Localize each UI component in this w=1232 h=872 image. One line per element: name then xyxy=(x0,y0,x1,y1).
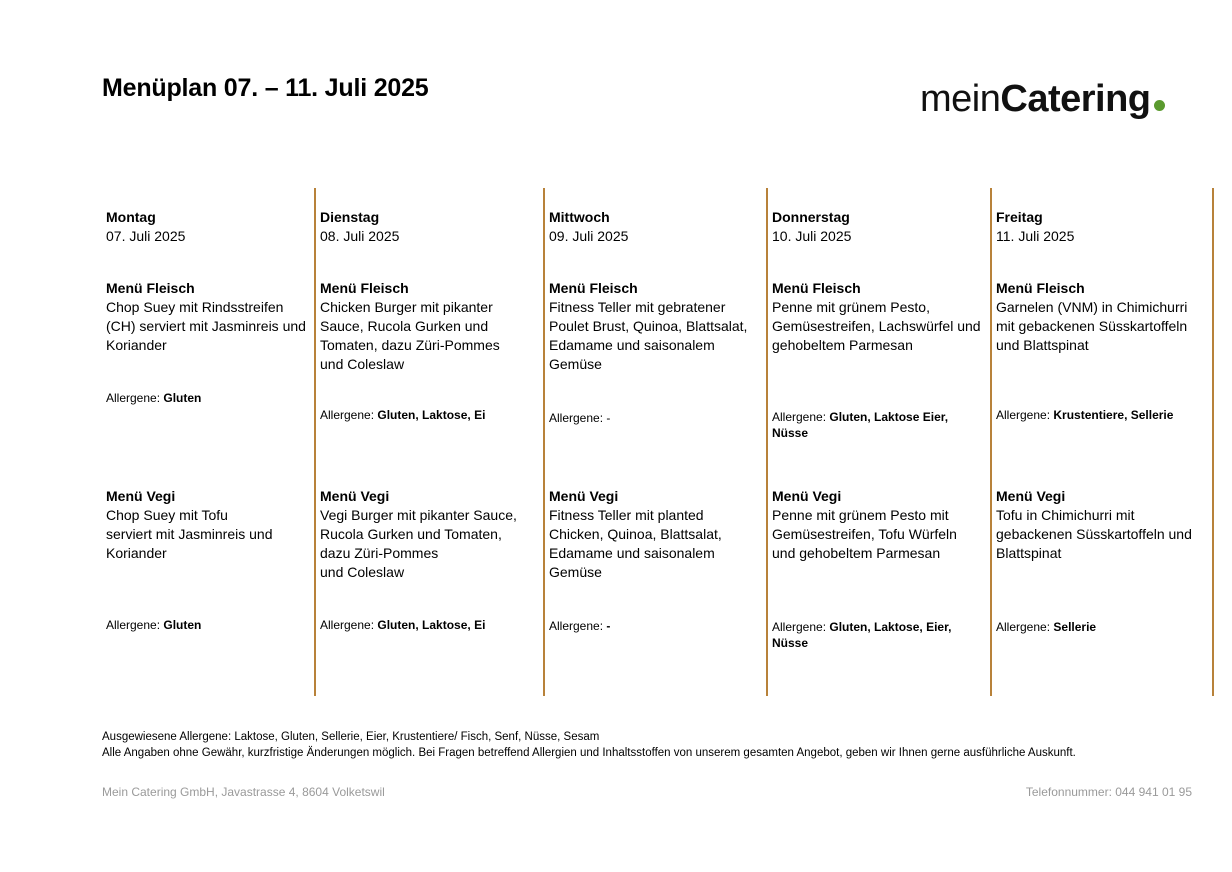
day-date: 08. Juli 2025 xyxy=(320,228,400,244)
menu-description: Vegi Burger mit pikanter Sauce, Rucola Gurken und Tomaten, dazu Züri-Pommes und Coleslaw xyxy=(320,507,517,580)
day-name: Mittwoch xyxy=(549,209,610,225)
company-phone: Telefonnummer: 044 941 01 95 xyxy=(1025,785,1192,799)
menu-title: Menü Vegi xyxy=(106,488,176,504)
menu-description: Chop Suey mit Tofu serviert mit Jasminreis und Koriander xyxy=(106,507,273,561)
day-column-wednesday xyxy=(549,208,763,633)
allergen-info xyxy=(996,407,1210,423)
menu-title: Menü Fleisch xyxy=(549,280,638,296)
day-name: Montag xyxy=(106,209,156,225)
column-divider xyxy=(766,188,768,696)
menu-vegi xyxy=(106,487,312,563)
column-divider xyxy=(543,188,545,696)
menu-fleisch xyxy=(106,279,312,355)
menu-description: Chicken Burger mit pikanter Sauce, Rucola Gurken und Tomaten, dazu Züri-Pommes und Coleslaw xyxy=(320,299,500,372)
menu-description: Fitness Teller mit gebratener Poulet Brust, Quinoa, Blattsalat, Edamame und saisonalem Gemüse xyxy=(549,299,748,372)
page-title: Menüplan 07. – 11. Juli 2025 xyxy=(102,74,429,102)
logo-dot-icon xyxy=(1154,100,1165,111)
allergens-note: Ausgewiesene Allergene: Laktose, Gluten, Sellerie, Eier, Krustentiere/ Fisch, Senf, Nüsse, Sesam xyxy=(102,731,600,743)
allergen-label: Allergene: xyxy=(996,620,1051,634)
menu-title: Menü Fleisch xyxy=(996,280,1085,296)
allergen-value: Gluten, Laktose, Ei xyxy=(377,618,486,632)
allergen-info xyxy=(320,407,540,423)
allergen-value: Gluten xyxy=(163,618,202,632)
menu-title: Menü Fleisch xyxy=(320,280,409,296)
allergen-label: Allergene: xyxy=(772,410,827,424)
allergen-label: Allergene: - xyxy=(549,411,611,425)
menu-description: Fitness Teller mit planted Chicken, Quinoa, Blattsalat, Edamame und saisonalem Gemüse xyxy=(549,507,722,580)
allergen-value: Krustentiere, Sellerie xyxy=(1053,408,1174,422)
menu-description: Garnelen (VNM) in Chimichurri mit gebackenen Süsskartoffeln und Blattspinat xyxy=(996,299,1188,353)
allergen-info xyxy=(106,617,312,633)
day-date: 09. Juli 2025 xyxy=(549,228,629,244)
menu-description: Chop Suey mit Rindsstreifen (CH) serviert mit Jasminreis und Koriander xyxy=(106,299,306,353)
day-name: Donnerstag xyxy=(772,209,850,225)
day-date: 10. Juli 2025 xyxy=(772,228,852,244)
day-name: Freitag xyxy=(996,209,1043,225)
day-name: Dienstag xyxy=(320,209,380,225)
menu-fleisch xyxy=(996,279,1210,355)
column-divider xyxy=(1212,188,1214,696)
allergen-info xyxy=(549,618,763,634)
menu-title: Menü Vegi xyxy=(549,488,619,504)
allergen-label: Allergene: xyxy=(106,618,161,632)
day-date: 07. Juli 2025 xyxy=(106,228,186,244)
allergen-info xyxy=(320,617,540,633)
allergen-label: Allergene: xyxy=(772,620,827,634)
allergen-label: Allergene: xyxy=(549,619,604,633)
menu-title: Menü Vegi xyxy=(320,488,390,504)
allergen-value: Sellerie xyxy=(1053,620,1097,634)
day-column-tuesday xyxy=(320,208,540,632)
menu-title: Menü Vegi xyxy=(996,488,1066,504)
menu-description: Tofu in Chimichurri mit gebackenen Süsskartoffeln und Blattspinat xyxy=(996,507,1192,561)
allergen-value: Gluten, Laktose Eier, Nüsse xyxy=(772,410,949,440)
day-column-monday xyxy=(106,208,312,632)
menu-fleisch xyxy=(320,279,540,374)
menu-vegi xyxy=(320,487,540,582)
allergen-value: Gluten, Laktose, Ei xyxy=(377,408,486,422)
menu-description: Penne mit grünem Pesto, Gemüsestreifen, Lachswürfel und gehobeltem Parmesan xyxy=(772,299,981,353)
allergen-info xyxy=(772,409,988,441)
brand-logo xyxy=(920,78,1165,121)
menu-fleisch xyxy=(549,279,763,374)
allergen-value: Gluten, Laktose, Eier, Nüsse xyxy=(772,620,952,650)
menu-vegi xyxy=(549,487,763,582)
day-column-thursday xyxy=(772,208,988,650)
column-divider xyxy=(314,188,316,696)
column-divider xyxy=(990,188,992,696)
company-address: Mein Catering GmbH, Javastrasse 4, 8604 Volketswil xyxy=(102,785,385,799)
allergen-info xyxy=(549,410,763,426)
menu-vegi xyxy=(996,487,1210,563)
menu-title: Menü Fleisch xyxy=(106,280,195,296)
menu-fleisch xyxy=(772,279,988,355)
menu-title: Menü Vegi xyxy=(772,488,842,504)
allergen-info xyxy=(996,619,1210,635)
footer-notes xyxy=(102,729,1076,761)
logo-text-light: mein xyxy=(920,78,1001,120)
allergen-label: Allergene: xyxy=(996,408,1054,422)
menu-title: Menü Fleisch xyxy=(772,280,861,296)
day-column-friday xyxy=(996,208,1210,634)
allergen-label: Allergene: xyxy=(106,391,161,405)
menu-description: Penne mit grünem Pesto mit Gemüsestreifen, Tofu Würfeln und gehobeltem Parmesan xyxy=(772,507,957,561)
allergen-value: Gluten xyxy=(163,391,202,405)
menu-vegi xyxy=(772,487,988,563)
allergen-label: Allergene: xyxy=(320,408,375,422)
allergen-info xyxy=(106,390,312,406)
logo-text-bold: Catering xyxy=(1000,78,1151,120)
disclaimer: Alle Angaben ohne Gewähr, kurzfristige Änderungen möglich. Bei Fragen betreffend Allergien und Inhaltsstoffen von unserem gesamten Angebot, geben wir Ihnen gerne ausführliche Auskunft. xyxy=(102,747,1076,759)
allergen-value: - xyxy=(606,619,611,633)
allergen-label: Allergene: xyxy=(320,618,375,632)
day-date: 11. Juli 2025 xyxy=(996,228,1075,244)
allergen-info xyxy=(772,619,988,651)
